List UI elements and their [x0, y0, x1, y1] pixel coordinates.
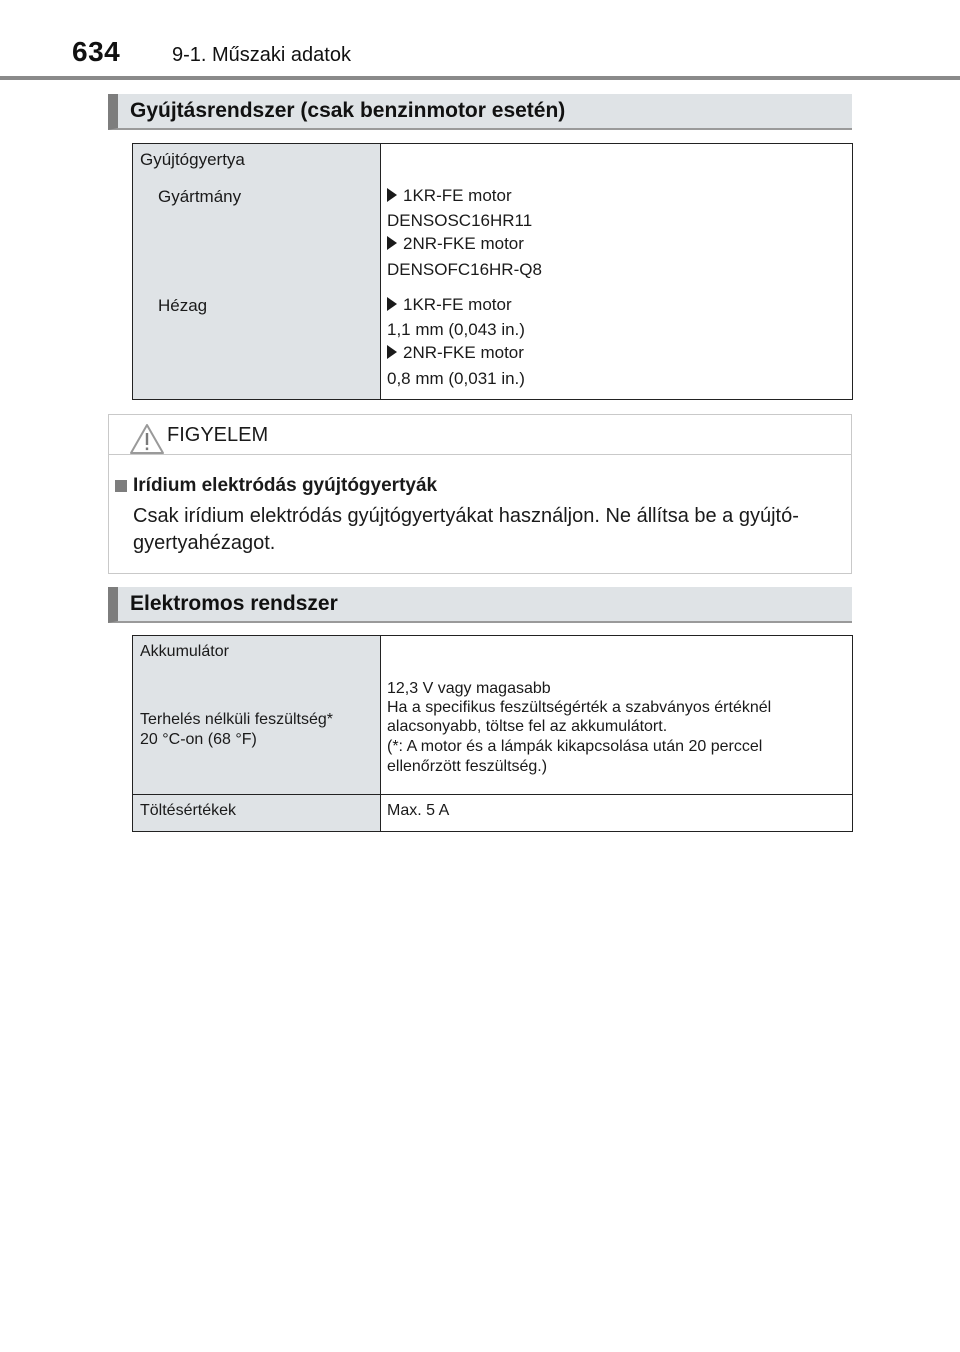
- electrical-spec-table: [132, 635, 853, 832]
- arrow-right-icon: [387, 345, 397, 359]
- arrow-right-icon: [387, 236, 397, 250]
- bullet-square-icon: [115, 480, 127, 492]
- gap-engine-1: 1KR-FE motor: [387, 295, 512, 315]
- caution-body: Csak irídium elektródás gyújtógyertyákat használjon. Ne állítsa be a gyújtó-gyertyahézagot.: [133, 505, 799, 554]
- page-number: 634: [72, 36, 121, 67]
- charging-value: Max. 5 A: [387, 802, 450, 819]
- arrow-right-icon: [387, 297, 397, 311]
- voltage-label-line2: 20 °C-on (68 °F): [140, 731, 257, 748]
- caution-title: FIGYELEM: [167, 424, 269, 446]
- gap-value-2: 0,8 mm (0,031 in.): [387, 369, 525, 388]
- section-heading-ignition-text: Gyújtásrendszer (csak benzinmotor esetén): [130, 99, 566, 122]
- charging-label: Töltésértékek: [140, 802, 237, 819]
- warning-triangle-icon: [129, 423, 165, 455]
- gap-value-1: 1,1 mm (0,043 in.): [387, 320, 525, 339]
- make-value-1: DENSOSC16HR11: [387, 211, 533, 230]
- ignition-spec-table: [132, 143, 853, 400]
- caution-header: [109, 415, 851, 455]
- voltage-value-line: ellenőrzött feszültség.): [387, 758, 548, 775]
- table-row: [133, 636, 853, 795]
- battery-label: Akkumulátor: [140, 643, 229, 660]
- chapter-title: 9-1. Műszaki adatok: [172, 44, 351, 66]
- ignition-label-cell: [133, 144, 381, 400]
- gap-engine-2: 2NR-FKE motor: [387, 343, 524, 363]
- ignition-value-cell: [381, 144, 853, 400]
- table-row: [133, 144, 853, 400]
- page-header: [0, 0, 960, 80]
- make-label: Gyártmány: [158, 187, 242, 206]
- header-divider: [0, 76, 960, 80]
- make-value-2: DENSOFC16HR-Q8: [387, 260, 542, 279]
- voltage-value-line: 12,3 V vagy magasabb: [387, 680, 551, 697]
- charging-label-cell: [133, 795, 381, 832]
- section-heading-electrical: [108, 587, 852, 623]
- voltage-label-line1: Terhelés nélküli feszültség*: [140, 711, 333, 728]
- gap-label: Hézag: [158, 296, 208, 315]
- voltage-value-line: alacsonyabb, töltse fel az akkumulátort.: [387, 718, 668, 735]
- caution-subheading: Irídium elektródás gyújtógyertyák: [133, 475, 438, 496]
- voltage-value-line: Ha a specifikus feszültségérték a szabványos értéknél: [387, 699, 772, 716]
- make-engine-1: 1KR-FE motor: [387, 186, 512, 206]
- make-engine-2: 2NR-FKE motor: [387, 234, 524, 254]
- spark-plug-label: Gyújtógyertya: [140, 150, 245, 169]
- caution-box: [108, 414, 852, 574]
- section-heading-ignition: [108, 94, 852, 130]
- voltage-value-line: (*: A motor és a lámpák kikapcsolása után 20 perccel: [387, 738, 763, 755]
- table-row: [133, 795, 853, 832]
- charging-value-cell: [381, 795, 853, 832]
- arrow-right-icon: [387, 188, 397, 202]
- battery-label-cell: [133, 636, 381, 795]
- battery-value-cell: [381, 636, 853, 795]
- section-heading-electrical-text: Elektromos rendszer: [130, 592, 338, 615]
